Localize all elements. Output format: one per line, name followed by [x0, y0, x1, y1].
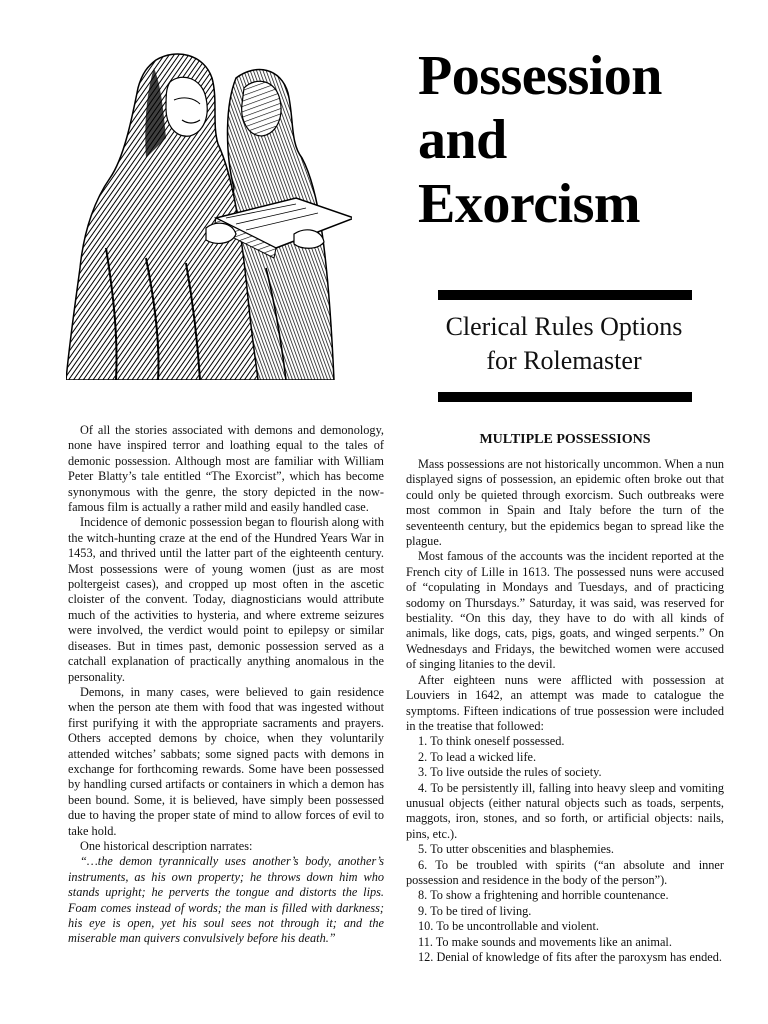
list-item: 12. Denial of knowledge of fits after the paroxysm has ended. — [418, 950, 722, 964]
list-item: 11. To make sounds and movements like an animal. — [418, 934, 672, 949]
list-item: 6. To be troubled with spirits (“an absolute and inner possession and residence in the body of the person”). — [406, 857, 724, 887]
right-column — [406, 431, 724, 965]
subtitle — [400, 310, 728, 378]
title-divider-top — [438, 290, 692, 300]
historical-quote: “…the demon tyrannically uses another’s body, another’s instruments, as his own property; he throws down him who stands upright; he perverts the tongue and distorts the lips. Foam comes instead of words; the man is filled with darkness; his eye is open, yet his soul sees not through it; and the miserable man quivers convulsively before his death.” — [68, 854, 384, 946]
subtitle-line-2: for Rolemaster — [486, 346, 642, 375]
right-paragraph-2: Most famous of the accounts was the incident reported at the French city of Lille in 1613. The possessed nuns were accused of “copulating in Mondays and Tuesdays, and of practicing sodomy on Thursdays.” Saturday, it was said, was reserved for bestiality. “On this day, they have to do with all kinds of animals, like dogs, cats, pigs, goats, and winged serpents.” On Wednesdays and Fridays, the bewitched women were accused of singing litanies to the devil. — [406, 549, 724, 672]
title-divider-bottom — [438, 392, 692, 402]
left-paragraph-4: One historical description narrates: — [80, 838, 253, 853]
subtitle-line-1: Clerical Rules Options — [445, 312, 683, 341]
right-paragraph-1: Mass possessions are not historically uncommon. When a nun displayed signs of possession, an epidemic often broke out that could only be quieted through exorcism. Such outbreaks were most common in Spain and Italy before the turn of the seventeenth century, but the epidemics began to spread like the plague. — [406, 457, 724, 549]
symptoms-list — [406, 734, 724, 965]
left-column — [68, 423, 384, 947]
list-item: 10. To be uncontrollable and violent. — [418, 919, 599, 934]
title-line-1: Possession — [418, 45, 662, 107]
title-block — [418, 44, 728, 236]
list-item: 4. To be persistently ill, falling into heavy sleep and vomiting unusual objects (either natural objects such as toads, serpents, maggots, iron, stones, and so forth, or artificial objects: nails, pins, etc.). — [406, 780, 724, 841]
list-item: 1. To think oneself possessed. — [418, 734, 565, 749]
right-paragraph-3: After eighteen nuns were afflicted with possession at Louviers in 1642, an attempt was made to catalogue the symptoms. Fifteen indications of true possession were included in the treatise that followed: — [406, 672, 724, 733]
left-paragraph-1: Of all the stories associated with demons and demonology, none have inspired terror and loathing equal to the tales of demonic possession. Although most are familiar with William Peter Blatty’s tale entitled “The Exorcist”, which has become synonymous with the genre, the story depicted in the now-famous film is actually a rather mild and easily handled case. — [68, 423, 384, 515]
two-hooded-monks-icon — [66, 48, 352, 380]
title-line-3: Exorcism — [418, 173, 641, 235]
section-heading: MULTIPLE POSSESSIONS — [479, 432, 651, 447]
list-item: 8. To show a frightening and horrible countenance. — [418, 888, 669, 903]
list-item: 5. To utter obscenities and blasphemies. — [418, 842, 614, 857]
title-line-2: and — [418, 109, 507, 171]
list-item: 3. To live outside the rules of society. — [418, 765, 602, 780]
left-paragraph-2: Incidence of demonic possession began to flourish along with the witch-hunting craze at the end of the Hundred Years War in 1453, and thrived until the latter part of the eighteenth century. Most possessions were of young women (just as are most poltergeist cases), and cropped up most often in the ascetic cloister of the convent. Today, diagnosticians would attribute much of the activities to hysteria, and where extreme seizures were involved, the verdict would point to epilepsy or similar diseases. But in times past, demonic possession served as a catchall explanation of practically anything anomalous in the personality. — [68, 515, 384, 684]
list-item: 9. To be tired of living. — [418, 903, 532, 918]
list-item: 2. To lead a wicked life. — [418, 749, 537, 764]
monks-engraving-illustration — [66, 48, 352, 380]
left-paragraph-3: Demons, in many cases, were believed to gain residence when the person ate them with food that was ingested without first purifying it with the appropriate sacraments and prayers. Others accepted demons by choice, when they voluntarily attended witches’ sabbats; some signed pacts with demons in exchange for forthcoming rewards. Some have been possessed by handling cursed artifacts or containers in which a demon has been bound. Some, it is believed, have simply been possessed due to having the proper state of mind to allow forces of evil to take hold. — [68, 684, 384, 838]
